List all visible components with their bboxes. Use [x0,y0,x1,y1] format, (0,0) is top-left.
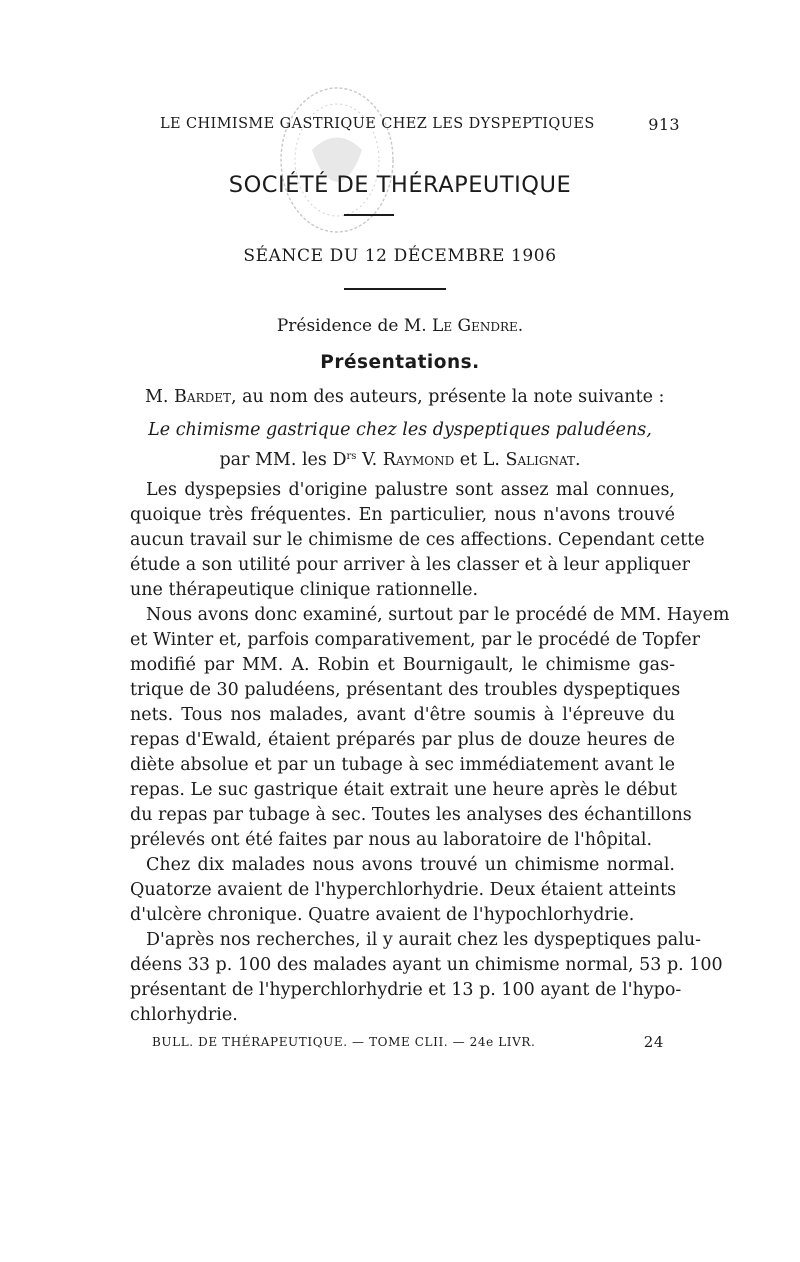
body-line: repas. Le suc gastrique était extrait une heure après le début [130,780,678,800]
body-line: du repas par tubage à sec. Toutes les analyses des échantillons [130,805,692,825]
body-line: D'après nos recherches, il y aurait chez les dyspeptiques palu- [146,930,702,950]
body-line: trique de 30 paludéens, présentant des troubles dyspeptiques [130,680,681,700]
presidence-suffix: . [517,316,524,336]
intro-rest: , au nom des auteurs, présente la note suivante : [231,387,665,407]
body-line: déens 33 p. 100 des malades ayant un chimisme normal, 53 p. 100 [130,955,723,975]
body-line: repas d'Ewald, étaient préparés par plus de douze heures de [130,730,675,750]
body-line: aucun travail sur le chimisme de ces affections. Cependant cette [130,530,705,550]
body-line: Nous avons donc examiné, surtout par le procédé de MM. Hayem [146,605,730,625]
divider [344,288,446,290]
page-number: 913 [648,115,680,134]
authors-prefix: par MM. les D [219,450,347,470]
body-line: Les dyspepsies d'origine palustre sont assez mal connues, [146,480,675,500]
body-line: nets. Tous nos malades, avant d'être soumis à l'épreuve du [130,705,675,725]
author2-name: Salignat [505,450,575,470]
session-date: SÉANCE DU 12 DÉCEMBRE 1906 [243,246,557,266]
intro-prefix: M. [145,387,175,407]
note-title: Le chimisme gastrique chez les dyspeptiques paludéens, [148,420,652,440]
body-line: présentant de l'hyperchlorhydrie et 13 p. 100 ayant de l'hypo- [130,980,682,1000]
running-head-title: LE CHIMISME GASTRIQUE CHEZ LES DYSPEPTIQUES [160,116,595,132]
presidence-prefix: Présidence de M. [276,316,433,336]
footer-journal: BULL. DE THÉRAPEUTIQUE. — TOME CLII. — 24e LIVR. [152,1035,536,1049]
library-stamp [272,80,402,255]
authors-line [0,450,800,470]
body-line: chlorhydrie. [130,1005,238,1025]
body-line: modifié par MM. A. Robin et Bournigault, le chimisme gas- [130,655,675,675]
divider [344,214,394,216]
body-line: une thérapeutique clinique rationnelle. [130,580,479,600]
body-line: prélevés ont été faites par nous au laboratoire de l'hôpital. [130,830,653,850]
authors-suffix: . [574,450,581,470]
section-heading: Présentations. [320,352,480,373]
presidence-line [0,316,800,336]
body-line: d'ulcère chronique. Quatre avaient de l'hypochlorhydrie. [130,905,635,925]
author1-name: Raymond [382,450,455,470]
authors-joiner: et L. [454,450,506,470]
body-line: étude a son utilité pour arriver à les classer et à leur appliquer [130,555,690,575]
body-line: Chez dix malades nous avons trouvé un chimisme normal. [146,855,675,875]
presenter-name: Bardet [174,387,231,407]
society-title: SOCIÉTÉ DE THÉRAPEUTIQUE [228,172,572,198]
body-line: et Winter et, parfois comparativement, par le procédé de Topfer [130,630,700,650]
author1-initial: V. [356,450,383,470]
body-line: quoique très fréquentes. En particulier, nous n'avons trouvé [130,505,675,525]
footer-signature: 24 [643,1033,664,1051]
authors-sup: rs [346,451,357,462]
intro-line [145,387,664,407]
president-name: Le Gendre [432,316,518,336]
body-line: diète absolue et par un tubage à sec immédiatement avant le [130,755,675,775]
body-line: Quatorze avaient de l'hyperchlorhydrie. Deux étaient atteints [130,880,677,900]
